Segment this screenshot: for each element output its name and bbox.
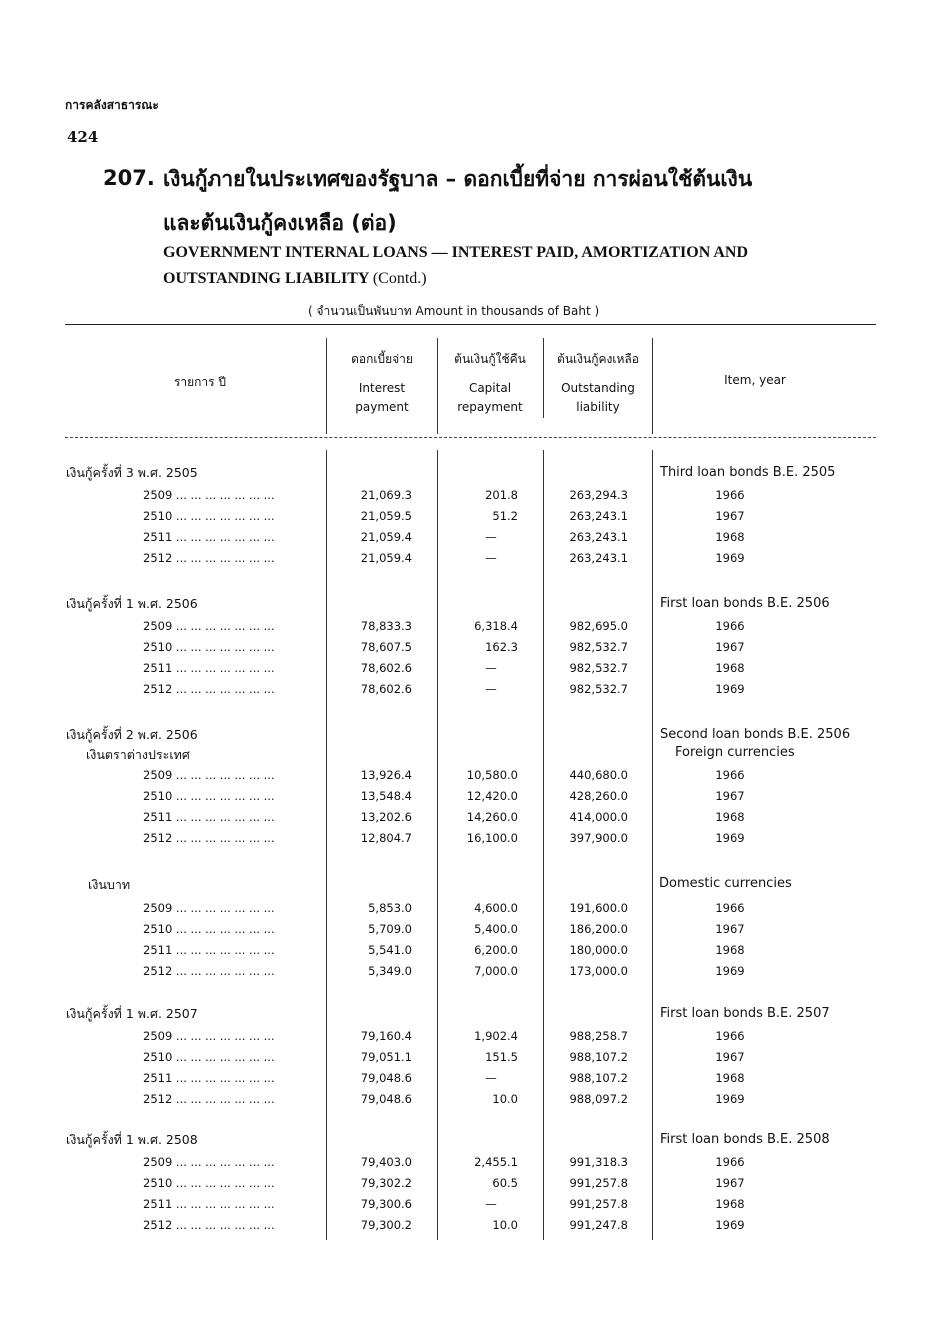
row-year-thai: 2509 ... ... ... ... ... ... ... (143, 488, 275, 502)
col-header-interest-en2: payment (355, 400, 409, 414)
group-subtitle-english: Domestic currencies (659, 876, 792, 891)
cell-interest: 78,602.6 (360, 661, 412, 675)
running-header: การคลังสาธารณะ (65, 98, 159, 112)
cell-capital: 14,260.0 (466, 810, 518, 824)
group-subtitle-thai: เงินบาท (88, 877, 131, 892)
cell-capital: 10,580.0 (466, 768, 518, 782)
row-year-english: 1966 (715, 1155, 745, 1169)
cell-interest: 79,403.0 (360, 1155, 412, 1169)
row-year-thai: 2511 ... ... ... ... ... ... ... (143, 1071, 275, 1085)
cell-outstanding: 440,680.0 (569, 768, 628, 782)
col-header-capital-en2: repayment (457, 400, 523, 414)
cell-capital: 201.8 (485, 488, 518, 502)
row-year-english: 1969 (715, 1092, 745, 1106)
body-divider-4 (652, 450, 653, 1240)
cell-capital: 6,318.4 (474, 619, 518, 633)
row-year-english: 1967 (715, 1050, 745, 1064)
title-english-line2-text: OUTSTANDING LIABILITY (163, 270, 369, 287)
cell-capital: — (485, 1197, 497, 1211)
row-year-english: 1968 (715, 810, 745, 824)
cell-outstanding: 982,532.7 (569, 661, 628, 675)
cell-outstanding: 191,600.0 (569, 901, 628, 915)
row-year-english: 1968 (715, 943, 745, 957)
title-thai-line2: และต้นเงินกู้คงเหลือ (ต่อ) (163, 211, 397, 235)
row-year-english: 1967 (715, 922, 745, 936)
row-year-thai: 2511 ... ... ... ... ... ... ... (143, 943, 275, 957)
group-title-thai: เงินกู้ครั้งที่ 1 พ.ศ. 2506 (66, 596, 198, 611)
cell-outstanding: 982,532.7 (569, 682, 628, 696)
row-year-english: 1966 (715, 488, 745, 502)
cell-capital: — (485, 661, 497, 675)
col-divider-4 (652, 338, 653, 434)
col-header-interest-en1: Interest (358, 381, 406, 395)
cell-capital: 10.0 (492, 1092, 518, 1106)
cell-capital: 2,455.1 (474, 1155, 518, 1169)
row-year-english: 1966 (715, 619, 745, 633)
cell-outstanding: 988,107.2 (569, 1071, 628, 1085)
cell-interest: 79,300.6 (360, 1197, 412, 1211)
cell-capital: 4,600.0 (474, 901, 518, 915)
row-year-english: 1967 (715, 509, 745, 523)
cell-outstanding: 173,000.0 (569, 964, 628, 978)
cell-interest: 21,059.5 (360, 509, 412, 523)
row-year-thai: 2509 ... ... ... ... ... ... ... (143, 619, 275, 633)
col-header-outstanding-en1: Outstanding (561, 381, 635, 395)
col-header-outstanding-thai: ต้นเงินกู้คงเหลือ (557, 352, 639, 366)
cell-outstanding: 991,257.8 (569, 1197, 628, 1211)
row-year-english: 1966 (715, 768, 745, 782)
cell-interest: 79,048.6 (360, 1071, 412, 1085)
row-year-english: 1969 (715, 831, 745, 845)
title-thai-line1: เงินกู้ภายในประเทศของรัฐบาล – ดอกเบี้ยที่จ่าย การผ่อนใช้ต้นเงิน (163, 167, 753, 191)
cell-outstanding: 263,243.1 (569, 509, 628, 523)
cell-capital: 51.2 (492, 509, 518, 523)
row-year-english: 1969 (715, 682, 745, 696)
row-year-english: 1968 (715, 530, 745, 544)
cell-interest: 5,349.0 (368, 964, 412, 978)
cell-interest: 79,302.2 (360, 1176, 412, 1190)
row-year-english: 1969 (715, 964, 745, 978)
row-year-thai: 2509 ... ... ... ... ... ... ... (143, 768, 275, 782)
row-year-thai: 2512 ... ... ... ... ... ... ... (143, 682, 275, 696)
cell-interest: 5,541.0 (368, 943, 412, 957)
cell-capital: 162.3 (485, 640, 518, 654)
col-header-outstanding-en2: liability (576, 400, 620, 414)
cell-capital: 1,902.4 (474, 1029, 518, 1043)
cell-interest: 13,926.4 (360, 768, 412, 782)
row-year-english: 1969 (715, 551, 745, 565)
cell-capital: — (485, 1071, 497, 1085)
col-divider-1 (326, 338, 327, 434)
group-title-thai: เงินกู้ครั้งที่ 1 พ.ศ. 2508 (66, 1132, 198, 1147)
group-title-thai: เงินกู้ครั้งที่ 1 พ.ศ. 2507 (66, 1006, 198, 1021)
group-title-english: First loan bonds B.E. 2508 (660, 1132, 830, 1147)
cell-interest: 13,202.6 (360, 810, 412, 824)
row-year-thai: 2511 ... ... ... ... ... ... ... (143, 661, 275, 675)
body-divider-2 (437, 450, 438, 1240)
cell-outstanding: 991,247.8 (569, 1218, 628, 1232)
page-number: 424 (67, 128, 99, 146)
group-title-thai: เงินกู้ครั้งที่ 3 พ.ศ. 2505 (66, 465, 198, 480)
cell-capital: 5,400.0 (474, 922, 518, 936)
cell-interest: 12,804.7 (360, 831, 412, 845)
group-title-english: First loan bonds B.E. 2507 (660, 1006, 830, 1021)
cell-interest: 21,059.4 (360, 530, 412, 544)
row-year-english: 1967 (715, 640, 745, 654)
table-top-rule (65, 324, 876, 325)
cell-capital: 12,420.0 (466, 789, 518, 803)
cell-outstanding: 982,695.0 (569, 619, 628, 633)
row-year-thai: 2511 ... ... ... ... ... ... ... (143, 530, 275, 544)
row-year-english: 1966 (715, 901, 745, 915)
cell-interest: 13,548.4 (360, 789, 412, 803)
cell-capital: 151.5 (485, 1050, 518, 1064)
cell-capital: 60.5 (492, 1176, 518, 1190)
cell-outstanding: 180,000.0 (569, 943, 628, 957)
cell-interest: 5,853.0 (368, 901, 412, 915)
row-year-english: 1968 (715, 1071, 745, 1085)
cell-capital: 10.0 (492, 1218, 518, 1232)
row-year-thai: 2512 ... ... ... ... ... ... ... (143, 1092, 275, 1106)
cell-outstanding: 982,532.7 (569, 640, 628, 654)
cell-outstanding: 263,294.3 (569, 488, 628, 502)
cell-interest: 79,300.2 (360, 1218, 412, 1232)
cell-capital: 16,100.0 (466, 831, 518, 845)
cell-outstanding: 988,258.7 (569, 1029, 628, 1043)
body-divider-1 (326, 450, 327, 1240)
table-number: 207. (103, 166, 155, 190)
cell-outstanding: 263,243.1 (569, 530, 628, 544)
header-bottom-rule (65, 437, 876, 438)
unit-note: ( จำนวนเป็นพันบาท Amount in thousands of Baht ) (308, 304, 600, 318)
group-subtitle-english: Foreign currencies (675, 745, 795, 760)
cell-capital: 7,000.0 (474, 964, 518, 978)
cell-outstanding: 991,318.3 (569, 1155, 628, 1169)
cell-capital: — (485, 530, 497, 544)
col-header-interest-thai: ดอกเบี้ยจ่าย (351, 352, 413, 366)
cell-outstanding: 397,900.0 (569, 831, 628, 845)
cell-capital: — (485, 682, 497, 696)
cell-interest: 21,059.4 (360, 551, 412, 565)
group-title-english: Second loan bonds B.E. 2506 (660, 727, 851, 742)
row-year-thai: 2510 ... ... ... ... ... ... ... (143, 789, 275, 803)
row-year-english: 1968 (715, 1197, 745, 1211)
cell-interest: 21,069.3 (360, 488, 412, 502)
row-year-english: 1968 (715, 661, 745, 675)
title-english-line1: GOVERNMENT INTERNAL LOANS — INTEREST PAID, AMORTIZATION AND (163, 244, 749, 261)
row-year-thai: 2510 ... ... ... ... ... ... ... (143, 1176, 275, 1190)
cell-capital: — (485, 551, 497, 565)
cell-interest: 5,709.0 (368, 922, 412, 936)
row-year-thai: 2511 ... ... ... ... ... ... ... (143, 1197, 275, 1211)
cell-interest: 79,160.4 (360, 1029, 412, 1043)
row-year-thai: 2509 ... ... ... ... ... ... ... (143, 901, 275, 915)
col-header-item-thai: รายการ ปี (173, 375, 227, 389)
row-year-thai: 2512 ... ... ... ... ... ... ... (143, 964, 275, 978)
group-title-thai: เงินกู้ครั้งที่ 2 พ.ศ. 2506 (66, 727, 198, 742)
cell-interest: 78,607.5 (360, 640, 412, 654)
cell-interest: 78,602.6 (360, 682, 412, 696)
cell-interest: 78,833.3 (360, 619, 412, 633)
cell-interest: 79,048.6 (360, 1092, 412, 1106)
group-subtitle-thai: เงินตราต่างประเทศ (86, 747, 190, 762)
col-header-outstanding (544, 350, 652, 417)
body-divider-3 (543, 450, 544, 1240)
cell-outstanding: 988,097.2 (569, 1092, 628, 1106)
cell-interest: 79,051.1 (360, 1050, 412, 1064)
row-year-english: 1967 (715, 789, 745, 803)
row-year-thai: 2509 ... ... ... ... ... ... ... (143, 1029, 275, 1043)
row-year-thai: 2512 ... ... ... ... ... ... ... (143, 1218, 275, 1232)
col-header-item-english: Item, year (724, 373, 786, 387)
row-year-thai: 2511 ... ... ... ... ... ... ... (143, 810, 275, 824)
cell-outstanding: 186,200.0 (569, 922, 628, 936)
col-header-interest (328, 350, 436, 417)
cell-capital: 6,200.0 (474, 943, 518, 957)
row-year-thai: 2512 ... ... ... ... ... ... ... (143, 551, 275, 565)
row-year-thai: 2509 ... ... ... ... ... ... ... (143, 1155, 275, 1169)
group-title-english: Third loan bonds B.E. 2505 (660, 465, 836, 480)
row-year-thai: 2512 ... ... ... ... ... ... ... (143, 831, 275, 845)
col-header-capital-thai: ต้นเงินกู้ใช้คืน (454, 352, 526, 366)
row-year-thai: 2510 ... ... ... ... ... ... ... (143, 1050, 275, 1064)
cell-outstanding: 988,107.2 (569, 1050, 628, 1064)
title-contd: (Contd.) (372, 270, 427, 287)
col-header-capital (438, 350, 542, 417)
group-title-english: First loan bonds B.E. 2506 (660, 596, 830, 611)
cell-outstanding: 414,000.0 (569, 810, 628, 824)
cell-outstanding: 263,243.1 (569, 551, 628, 565)
col-header-capital-en1: Capital (468, 381, 512, 395)
title-english-line2 (163, 270, 427, 288)
row-year-english: 1966 (715, 1029, 745, 1043)
row-year-thai: 2510 ... ... ... ... ... ... ... (143, 509, 275, 523)
row-year-english: 1969 (715, 1218, 745, 1232)
cell-outstanding: 428,260.0 (569, 789, 628, 803)
cell-outstanding: 991,257.8 (569, 1176, 628, 1190)
row-year-thai: 2510 ... ... ... ... ... ... ... (143, 640, 275, 654)
row-year-english: 1967 (715, 1176, 745, 1190)
row-year-thai: 2510 ... ... ... ... ... ... ... (143, 922, 275, 936)
